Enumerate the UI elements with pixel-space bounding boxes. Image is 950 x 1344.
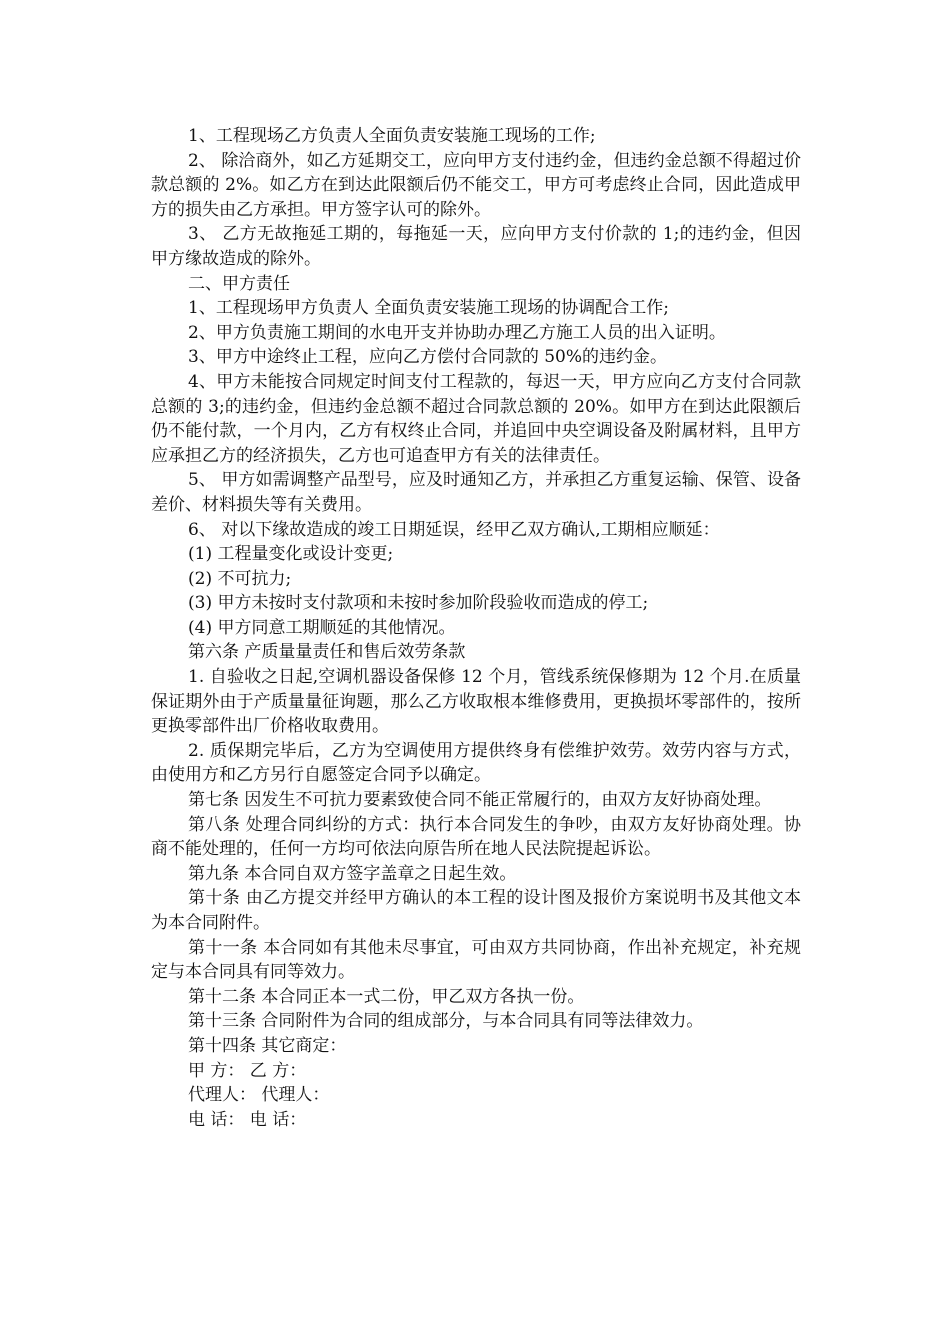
article-8: 第八条 处理合同纠纷的方式：执行本合同发生的争吵，由双方友好协商处理。协商不能处理的，任何一方均可依法向原告所在地人民法院提起诉讼。: [151, 814, 801, 860]
clause-yi-2: 2、 除洽商外，如乙方延期交工，应向甲方支付违约金，但违约金总额不得超过价款总额的 2%。如乙方在到达此限额后仍不能交工，甲方可考虑终止合同，因此造成甲方的损失由乙方承担。甲方签字认可的除外。: [151, 150, 801, 220]
delay-reason-1: (1) 工程量变化或设计变更;: [188, 544, 394, 565]
signature-agent-line: 代理人： 代理人：: [188, 1085, 330, 1106]
contract-body: [151, 124, 801, 1132]
delay-reason-2: (2) 不可抗力;: [188, 568, 292, 589]
clause-jia-5: 5、 甲方如需调整产品型号，应及时通知乙方，并承担乙方重复运输、保管、设备差价、材料损失等有关费用。: [151, 470, 801, 515]
delay-reason-3: (3) 甲方未按时支付款项和未按时参加阶段验收而造成的停工;: [188, 593, 649, 614]
article-13: 第十三条 合同附件为合同的组成部分，与本合同具有同等法律效力。: [188, 1011, 704, 1032]
article-6-item-2: 2. 质保期完毕后，乙方为空调使用方提供终身有偿维护效劳。效劳内容与方式，由使用方和乙方另行自愿签定合同予以确定。: [151, 740, 801, 786]
signature-phone-line: 电 话： 电 话：: [188, 1109, 307, 1130]
clause-jia-1: 1、工程现场甲方负责人 全面负责安装施工现场的协调配合工作;: [188, 298, 669, 319]
article-6-item-1: 1. 自验收之日起,空调机器设备保修 12 个月，管线系统保修期为 12 个月.在质量保证期外由于产质量量征询题，那么乙方收取根本维修费用，更换损坏零部件的，按所更换零部件出厂价格收取费用。: [151, 667, 801, 737]
article-11: 第十一条 本合同如有其他未尽事宜，可由双方共同协商，作出补充规定，补充规定与本合同具有同等效力。: [151, 937, 801, 983]
delay-reason-4: (4) 甲方同意工期顺延的其他情况。: [188, 617, 456, 638]
article-10: 第十条 由乙方提交并经甲方确认的本工程的设计图及报价方案说明书及其他文本为本合同附件。: [151, 888, 801, 933]
article-14: 第十四条 其它商定：: [188, 1035, 347, 1056]
clause-jia-3: 3、甲方中途终止工程，应向乙方偿付合同款的 50%的违约金。: [188, 347, 668, 368]
article-9: 第九条 本合同自双方签字盖章之日起生效。: [188, 863, 517, 884]
article-12: 第十二条 本合同正本一式二份，甲乙双方各执一份。: [188, 986, 585, 1007]
clause-jia-2: 2、甲方负责施工期间的水电开支并协助办理乙方施工人员的出入证明。: [188, 322, 726, 343]
clause-jia-4: 4、甲方未能按合同规定时间支付工程款的，每迟一天，甲方应向乙方支付合同款总额的 3;的违约金，但违约金总额不超过合同款总额的 20%。如甲方在到达此限额后仍不能付款，一个月内，乙方有权终止合同，并追回中央空调设备及附属材料，且甲方应承担乙方的经济损失，乙方也可追查甲方有关的法律责任。: [151, 371, 801, 466]
clause-yi-1: 1、工程现场乙方负责人全面负责安装施工现场的工作;: [188, 126, 596, 146]
clause-jia-6: 6、 对以下缘故造成的竣工日期延误，经甲乙双方确认,工期相应顺延：: [188, 519, 720, 540]
article-6-heading: 第六条 产质量量责任和售后效劳条款: [188, 642, 466, 663]
section-heading-jia: 二、甲方责任: [188, 273, 290, 294]
article-7: 第七条 因发生不可抗力要素致使合同不能正常履行的，由双方友好协商处理。: [188, 790, 772, 811]
clause-yi-3: 3、 乙方无故拖延工期的，每拖延一天，应向甲方支付价款的 1;的违约金，但因甲方缘故造成的除外。: [151, 224, 801, 269]
signature-party-line: 甲 方： 乙 方：: [188, 1060, 307, 1081]
